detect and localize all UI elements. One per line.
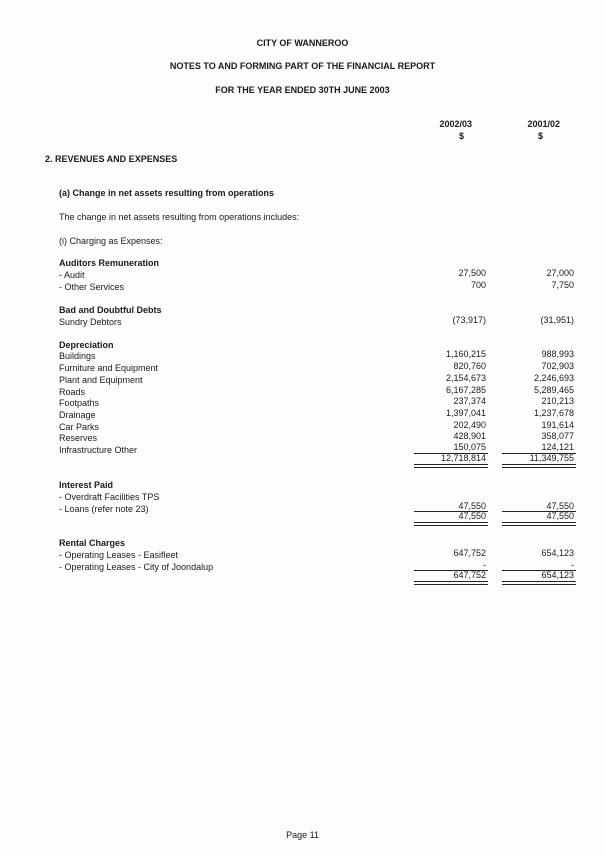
row-label: - Loans (refer note 23) (59, 504, 149, 514)
row-value-2002-03: 202,490 (453, 420, 486, 430)
rental-charges-title: Rental Charges (59, 538, 126, 548)
row-value-2001-02: 1,237,678 (533, 408, 574, 418)
total-double-rule (414, 522, 488, 526)
total-double-rule (414, 464, 488, 468)
row-value-2002-03: 150,075 (453, 442, 486, 452)
row-value-2002-03: - (483, 560, 486, 570)
sub-heading: (a) Change in net assets resulting from operations (59, 188, 275, 198)
row-value-2001-02: (31,951) (540, 315, 574, 325)
interest-paid-title: Interest Paid (59, 480, 114, 490)
row-value-2001-02: 7,750 (551, 280, 574, 290)
row-value-2002-03: 820,760 (453, 361, 486, 371)
auditors-remuneration-title: Auditors Remuneration (59, 258, 160, 268)
row-value-2002-03: 47,550 (458, 501, 486, 511)
interest-total-2002-03: 47,550 (458, 511, 486, 521)
row-value-2002-03: 237,374 (453, 396, 486, 406)
row-value-2001-02: - (571, 560, 574, 570)
total-double-rule (502, 464, 576, 468)
row-value-2001-02: 47,550 (546, 501, 574, 511)
organisation-name: CITY OF WANNEROO (256, 38, 349, 48)
row-value-2001-02: 124,121 (541, 442, 574, 452)
total-double-rule (502, 581, 576, 585)
depreciation-title: Depreciation (59, 340, 114, 350)
column-header-2001-02: 2001/02 (527, 119, 560, 129)
section-heading: 2. REVENUES AND EXPENSES (45, 154, 178, 164)
column-unit-2001-02: $ (537, 131, 543, 141)
row-value-2001-02: 2,246,693 (533, 373, 574, 383)
rental-total-2002-03: 647,752 (453, 570, 486, 580)
row-label: - Overdraft Facilities TPS (59, 492, 160, 502)
row-label: Reserves (59, 433, 98, 443)
row-label: Drainage (59, 410, 96, 420)
report-title: NOTES TO AND FORMING PART OF THE FINANCIAL REPORT (169, 61, 436, 71)
rental-total-2001-02: 654,123 (541, 570, 574, 580)
row-value-2001-02: 358,077 (541, 431, 574, 441)
intro-text-charging: (i) Charging as Expenses: (59, 236, 163, 246)
row-label: - Audit (59, 270, 85, 280)
row-value-2002-03: (73,917) (452, 315, 486, 325)
row-value-2001-02: 191,614 (541, 420, 574, 430)
row-value-2002-03: 700 (470, 280, 486, 290)
row-value-2001-02: 988,993 (541, 349, 574, 359)
row-value-2002-03: 1,160,215 (445, 349, 486, 359)
row-value-2001-02: 27,000 (546, 268, 574, 278)
row-label: Sundry Debtors (59, 317, 122, 327)
row-label: - Operating Leases - Easifleet (59, 550, 179, 560)
row-value-2002-03: 27,500 (458, 268, 486, 278)
page-number: Page 11 (286, 830, 319, 840)
row-label: Buildings (59, 351, 96, 361)
row-value-2002-03: 6,167,285 (445, 385, 486, 395)
row-value-2002-03: 647,752 (453, 548, 486, 558)
row-label: Roads (59, 387, 86, 397)
row-value-2001-02: 210,213 (541, 396, 574, 406)
row-value-2002-03: 2,154,673 (445, 373, 486, 383)
row-label: - Other Services (59, 282, 125, 292)
row-value-2001-02: 702,903 (541, 361, 574, 371)
column-unit-2002-03: $ (458, 131, 464, 141)
report-period: FOR THE YEAR ENDED 30TH JUNE 2003 (215, 85, 390, 95)
row-value-2002-03: 428,901 (453, 431, 486, 441)
depreciation-total-2002-03: 12,718,814 (440, 453, 486, 463)
row-value-2001-02: 5,289,465 (533, 385, 574, 395)
depreciation-total-2001-02: 11,349,755 (529, 453, 574, 463)
row-label: Infrastructure Other (59, 445, 138, 455)
row-label: - Operating Leases - City of Joondalup (59, 562, 214, 572)
row-label: Footpaths (59, 398, 100, 408)
row-label: Plant and Equipment (59, 375, 143, 385)
total-double-rule (502, 522, 576, 526)
interest-total-2001-02: 47,550 (546, 511, 574, 521)
bad-debts-title: Bad and Doubtful Debts (59, 305, 162, 315)
total-double-rule (414, 581, 488, 585)
row-value-2002-03: 1,397,041 (445, 408, 486, 418)
row-label: Car Parks (59, 422, 100, 432)
row-value-2001-02: 654,123 (541, 548, 574, 558)
intro-text: The change in net assets resulting from operations includes: (59, 212, 300, 222)
row-label: Furniture and Equipment (59, 363, 159, 373)
column-header-2002-03: 2002/03 (439, 119, 472, 129)
